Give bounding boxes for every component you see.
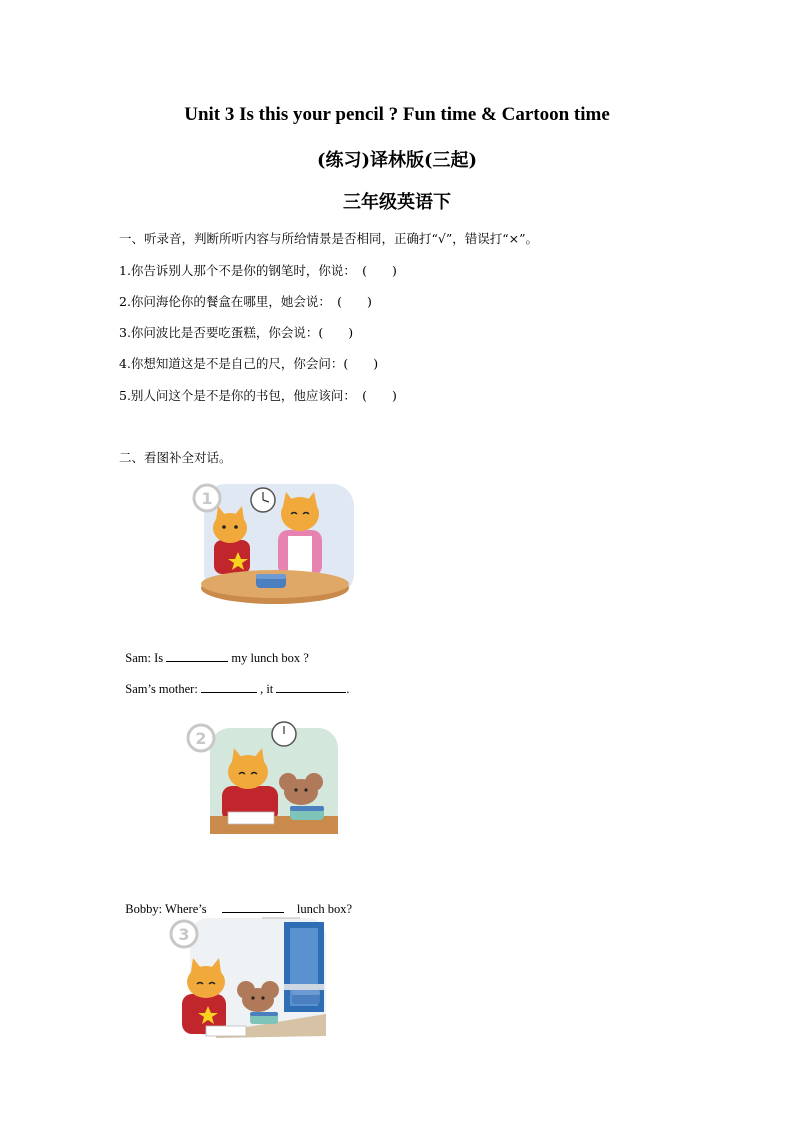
question-5: 5.别人问这个是不是你的书包，他应该问： ( ): [119, 388, 397, 403]
question-4: 4.你想知道这是不是自己的尺，你会问：( ): [119, 356, 379, 371]
wall-clock-icon: [251, 488, 275, 512]
lunch-box-icon: [250, 1012, 278, 1024]
section2-heading: 二、看图补全对话。: [119, 450, 232, 465]
blank-3[interactable]: [276, 680, 346, 693]
dialogue-line-3-start: Bobby: Where’s: [125, 902, 210, 916]
number-circle-1-icon: [194, 485, 220, 511]
question-2: 2.你问海伦你的餐盒在哪里，她会说： ( ): [119, 294, 372, 309]
cat-sam-icon: [182, 958, 226, 1034]
svg-text:2: 2: [195, 729, 207, 748]
dialogue-line-2-end: .: [346, 682, 350, 696]
lunch-box-icon: [256, 574, 286, 588]
dialogue-line-2-mid: , it: [256, 682, 277, 696]
question-1: 1.你告诉别人那个不是你的钢笔时，你说： ( ): [119, 263, 397, 278]
title-line-3: 三年级英语下: [343, 192, 451, 213]
dialogue-line-3-end: lunch box?: [293, 902, 353, 916]
lunch-box-on-window-icon: [292, 990, 320, 1004]
wall-clock-icon: [272, 722, 296, 746]
dialogue-line-1-end: my lunch box ?: [228, 651, 309, 665]
number-circle-3-icon: [171, 921, 197, 947]
dialogue-line-2: [119, 665, 350, 697]
lunch-box-icon: [290, 806, 324, 820]
blank-4[interactable]: [222, 900, 284, 913]
dialogue-line-2-start: Sam’s mother:: [125, 682, 201, 696]
section1-heading: 一、听录音，判断所听内容与所给情景是否相同，正确打“√”，错误打“×”。: [119, 231, 539, 246]
picture-3-illustration: [166, 914, 330, 1044]
blank-2[interactable]: [201, 680, 257, 693]
dialogue-line-1-start: Sam: Is: [125, 651, 167, 665]
svg-text:3: 3: [178, 925, 190, 944]
title-line-2: (练习)译林版(三起): [316, 150, 478, 171]
dialogue-line-1: [119, 634, 309, 666]
title-line-1: Unit 3 Is this your pencil ? Fun time & Cartoon time: [184, 104, 610, 125]
blank-1[interactable]: [166, 649, 228, 662]
dialogue-line-3: [119, 885, 352, 917]
number-circle-2-icon: [188, 725, 214, 751]
question-3: 3.你问波比是否要吃蛋糕，你会说：( ): [119, 325, 354, 340]
svg-text:1: 1: [201, 489, 213, 508]
picture-1-illustration: [190, 478, 358, 608]
picture-2-illustration: [182, 716, 344, 846]
cat-mother-icon: [278, 492, 322, 576]
